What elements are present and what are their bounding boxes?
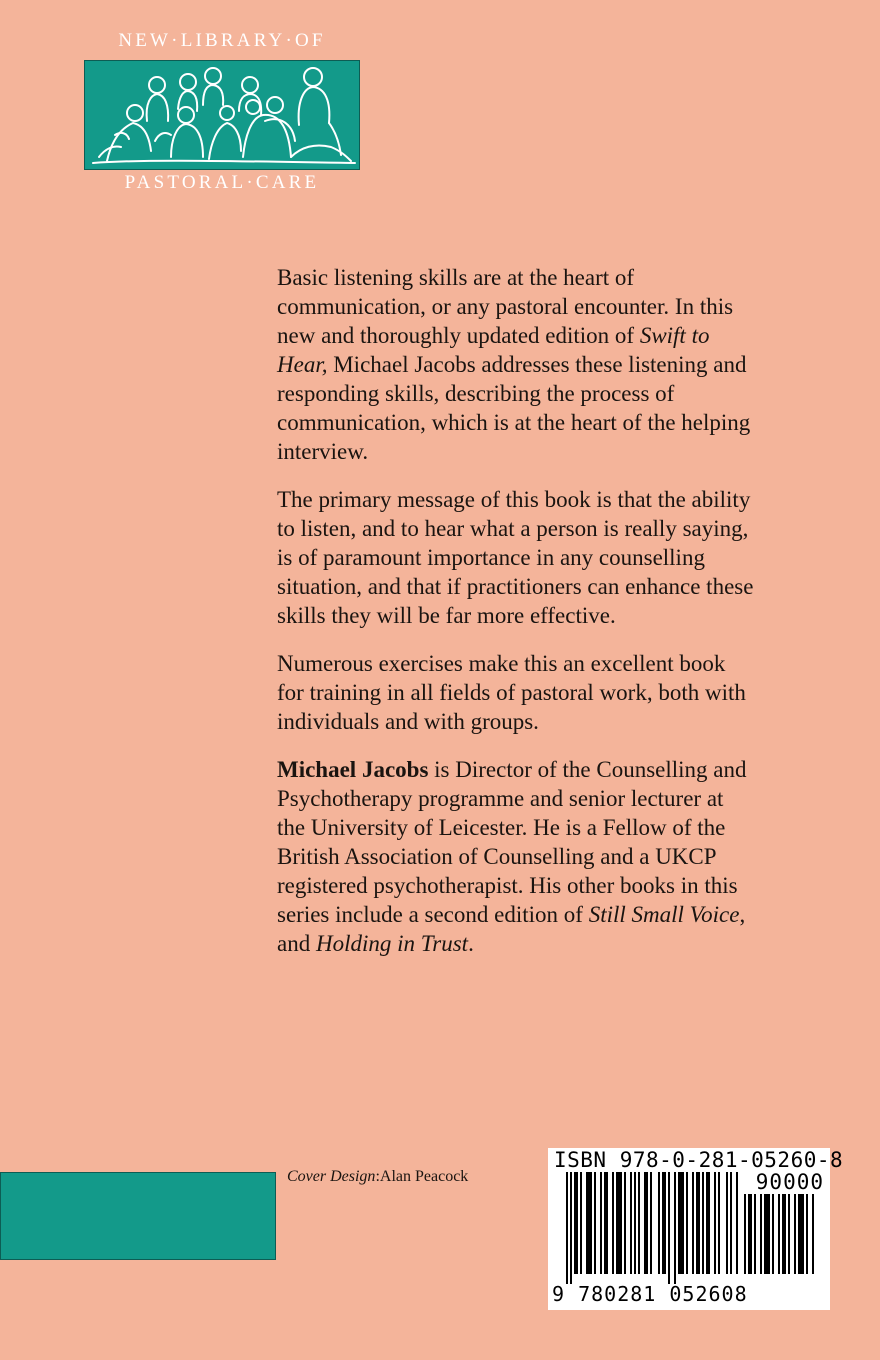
blurb-paragraph-2: The primary message of this book is that the ability to listen, and to hear what a person is really saying, is of paramount importance in any counselling situation, and that if practitioners can enhance these skills they will be far more effective. [277, 487, 754, 628]
credit-label: Cover Design [287, 1168, 376, 1185]
ean-barcode-bars [566, 1172, 742, 1284]
blurb-p1-text-b: Michael Jacobs addresses these listening and responding skills, describing the process of communication, which is at the heart of the helping interview. [277, 352, 751, 464]
ean-left-digits: 780281 [578, 1282, 657, 1306]
price-code: 90000 [755, 1170, 824, 1194]
addon-barcode-bars [744, 1194, 824, 1284]
teal-color-bar [0, 1172, 276, 1260]
author-bio [277, 755, 757, 958]
ean-digits [552, 1282, 748, 1306]
book-title-swift-to-hear: Swift to Hear, [277, 323, 710, 377]
author-bio-text-a: is Director of the Counselling and Psychotherapy programme and senior lecturer at the University of Leicester. He is a Fellow of the British Association of Counselling and a UKCP registered psychotherapist. His other books in this series include a second edition of [277, 757, 747, 927]
book-title-holding-in-trust: Holding in Trust [315, 931, 469, 956]
book-title-still-small-voice: Still Small Voice [588, 902, 740, 927]
credit-name: Alan Peacock [379, 1168, 469, 1185]
author-bio-text-c: . [468, 931, 474, 956]
ean-right-digits: 052608 [669, 1282, 748, 1306]
series-title-bottom: PASTORAL·CARE [124, 172, 320, 193]
blurb-paragraph-3: Numerous exercises make this an excellent book for training in all fields of pastoral work, both with individuals and with groups. [277, 651, 746, 734]
series-title-top: NEW·LIBRARY·OF [118, 30, 326, 51]
cover-design-credit [287, 1168, 468, 1186]
ean-first-digit: 9 [552, 1282, 566, 1306]
author-bio-text-b: , and [277, 902, 746, 956]
isbn-number: ISBN 978-0-281-05260-8 [554, 1148, 844, 1172]
back-cover-blurb [277, 263, 757, 977]
group-of-people-illustration [85, 61, 359, 169]
isbn-barcode [548, 1148, 844, 1310]
credit-separator: : [375, 1168, 380, 1185]
blurb-p1-text-a: Basic listening skills are at the heart of communication, or any pastoral encounter. In this new and thoroughly updated edition of [277, 265, 734, 348]
author-name: Michael Jacobs [277, 757, 429, 782]
blurb-paragraph-1 [277, 263, 757, 466]
series-logo [84, 60, 360, 170]
